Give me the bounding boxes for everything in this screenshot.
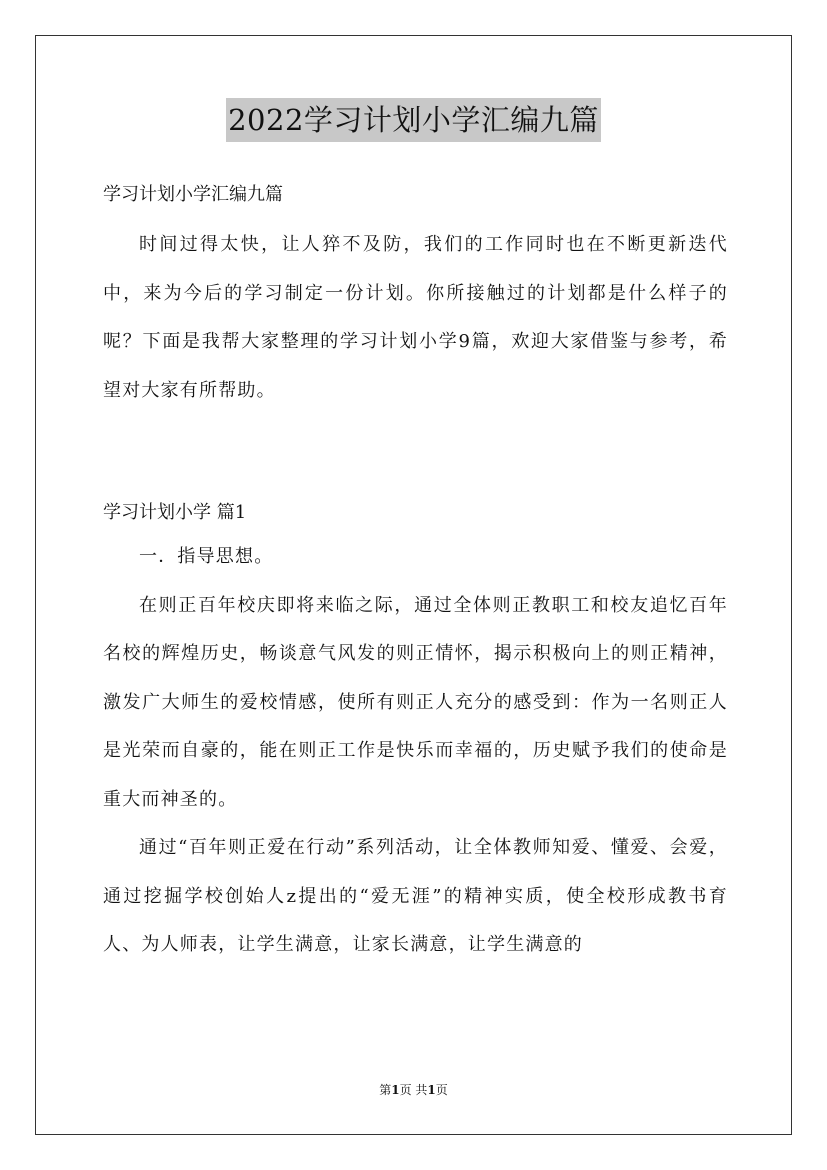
body-paragraph-1: 在则正百年校庆即将来临之际，通过全体则正教职工和校友追忆百年名校的辉煌历史，畅谈意气风发的则正情怀，揭示积极向上的则正精神，激发广大师生的爱校情感，使所有则正人充分的感受到：作为一名则正人是光荣而自豪的，能在则正工作是快乐而幸福的，历史赋予我们的使命是重大而神圣的。 [103, 594, 728, 810]
document-subtitle: 学习计划小学汇编九篇 [103, 184, 283, 205]
body-paragraph-2: 通过“百年则正爱在行动”系列活动，让全体教师知爱、懂爱、会爱，通过挖掘学校创始人z提出的“爱无涯”的精神实质，使全校形成教书育人、为人师表，让学生满意，让家长满意，让学生满意的 [103, 837, 728, 955]
footer-page-middle: 页 共 [399, 1083, 428, 1097]
document-title: 2022学习计划小学汇编九篇 [226, 98, 601, 142]
document-body [103, 175, 728, 970]
footer-page-suffix: 页 [435, 1083, 448, 1097]
footer-page-number: 1 [391, 1083, 400, 1097]
intro-paragraph: 时间过得太快，让人猝不及防，我们的工作同时也在不断更新迭代中，来为今后的学习制定一份计划。你所接触过的计划都是什么样子的呢？下面是我帮大家整理的学习计划小学9篇，欢迎大家借鉴与参考，希望对大家有所帮助。 [103, 234, 728, 401]
section-heading: 学习计划小学 篇1 [103, 502, 247, 523]
footer-page-prefix: 第 [379, 1083, 392, 1097]
section-point: 一．指导思想。 [139, 546, 274, 567]
footer-page-total: 1 [427, 1083, 436, 1097]
page-footer [0, 1082, 827, 1098]
title-container [0, 98, 827, 142]
